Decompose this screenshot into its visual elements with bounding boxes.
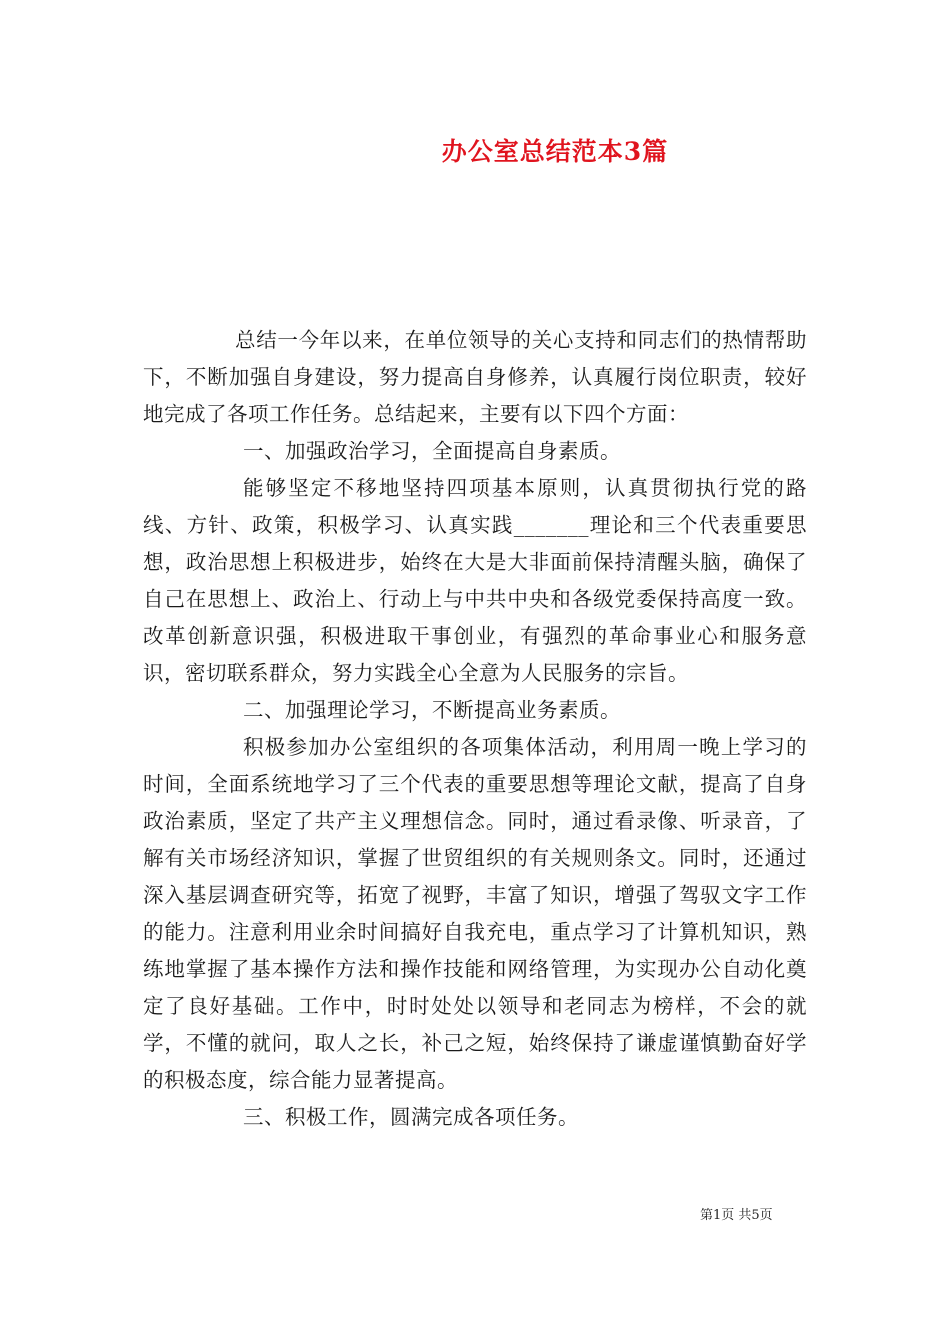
paragraph-section-1: 能够坚定不移地坚持四项基本原则，认真贯彻执行党的路线、方针、政策，积极学习、认真实践_______理论和三个代表重要思想，政治思想上积极进步，始终在大是大非面前保持清醒头脑，确保了自己在思想上、政治上、行动上与中共中央和各级党委保持高度一致。改革创新意识强，积极进取干事创业，有强烈的革命事业心和服务意识，密切联系群众，努力实践全心全意为人民服务的宗旨。	[143, 476, 807, 685]
paragraph-intro: 总结一今年以来，在单位领导的关心支持和同志们的热情帮助下，不断加强自身建设，努力提高自身修养，认真履行岗位职责，较好地完成了各项工作任务。总结起来，主要有以下四个方面：	[143, 328, 807, 426]
section-heading-1: 一、加强政治学习，全面提高自身素质。	[243, 439, 621, 463]
page-number-footer: 第1页 共5页	[700, 1208, 773, 1223]
section-heading-3: 三、积极工作，圆满完成各项任务。	[243, 1105, 579, 1129]
document-body	[143, 322, 807, 1136]
paragraph-section-2: 积极参加办公室组织的各项集体活动，利用周一晚上学习的时间，全面系统地学习了三个代表的重要思想等理论文献，提高了自身政治素质，坚定了共产主义理想信念。同时，通过看录像、听录音，了解有关市场经济知识，掌握了世贸组织的有关规则条文。同时，还通过深入基层调查研究等，拓宽了视野，丰富了知识，增强了驾驭文字工作的能力。注意利用业余时间搞好自我充电，重点学习了计算机知识，熟练地掌握了基本操作方法和操作技能和网络管理，为实现办公自动化奠定了良好基础。工作中，时时处处以领导和老同志为榜样，不会的就学，不懂的就问，取人之长，补己之短，始终保持了谦虚谨慎勤奋好学的积极态度，综合能力显著提高。	[143, 735, 807, 1092]
document-title: 办公室总结范本3篇	[441, 137, 669, 166]
section-heading-2: 二、加强理论学习，不断提高业务素质。	[243, 698, 621, 722]
